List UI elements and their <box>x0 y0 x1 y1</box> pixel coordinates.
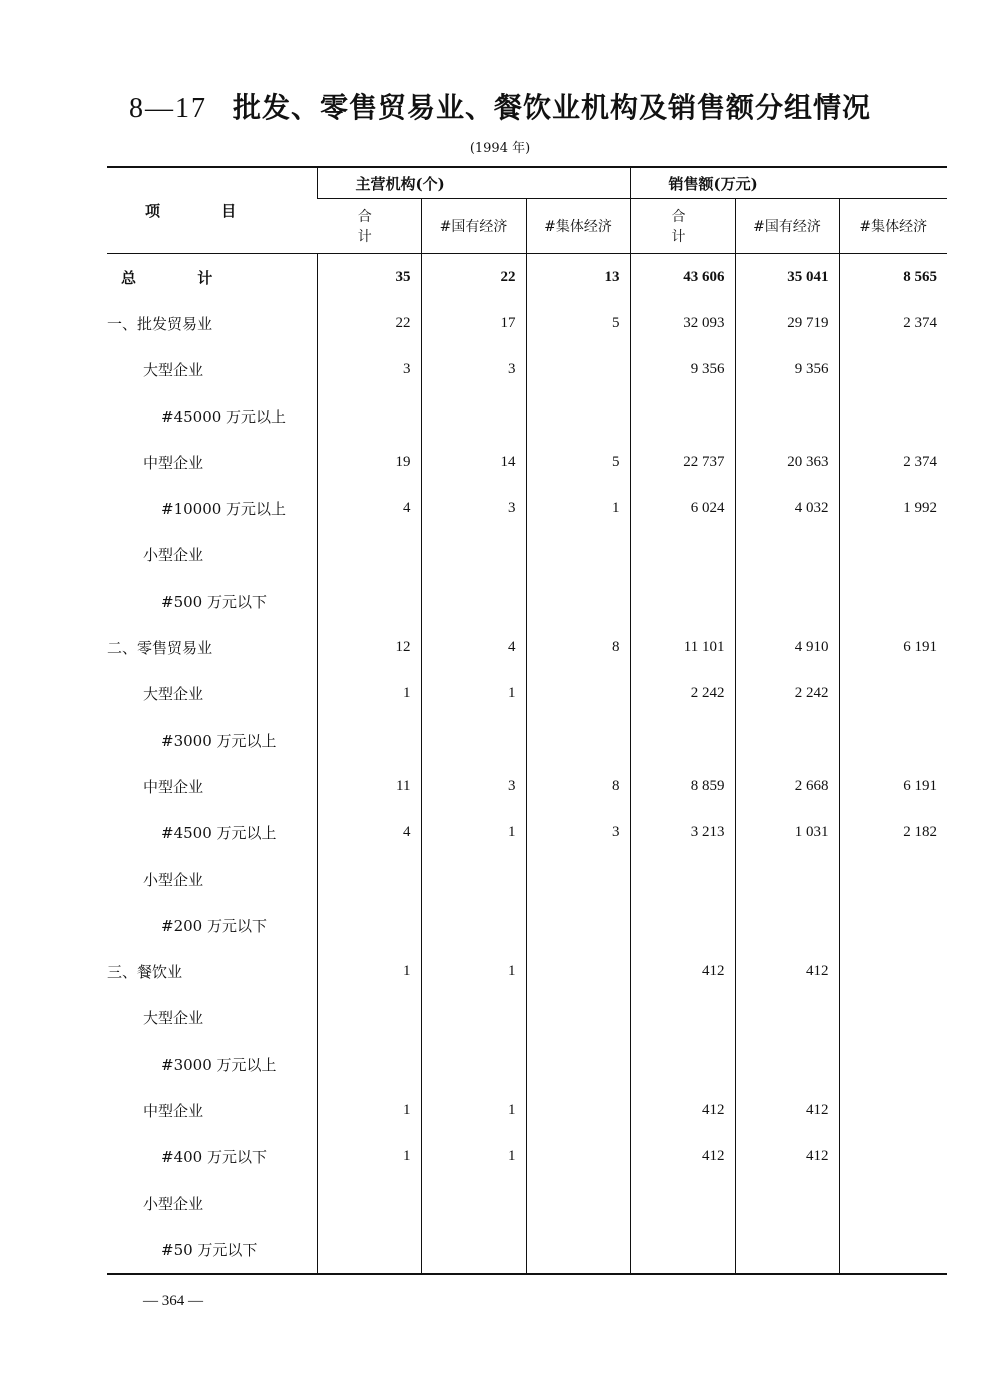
row-label: 中型企业 <box>143 453 204 472</box>
cell-sales-total <box>630 1226 735 1273</box>
table-row <box>107 763 947 809</box>
table-row <box>107 1226 947 1273</box>
cell-sales-state: 412 <box>735 948 839 994</box>
table-row <box>107 1087 947 1133</box>
cell-sales-state <box>735 578 839 624</box>
cell-inst-state: 1 <box>421 671 526 717</box>
table-row <box>107 948 947 994</box>
table-row <box>107 902 947 948</box>
header-item: 项 目 <box>107 167 317 254</box>
cell-sales-collective <box>839 393 947 439</box>
table-header <box>107 167 947 254</box>
header-inst-collective: #集体经济 <box>526 199 630 254</box>
table-row <box>107 1041 947 1087</box>
row-label: #500 万元以下 <box>161 592 267 611</box>
table-row <box>107 485 947 531</box>
cell-sales-state <box>735 393 839 439</box>
cell-sales-collective <box>839 1180 947 1226</box>
cell-sales-collective: 2 374 <box>839 300 947 346</box>
cell-inst-total <box>317 856 421 902</box>
cell-inst-total <box>317 532 421 578</box>
cell-inst-state: 17 <box>421 300 526 346</box>
cell-inst-collective: 13 <box>526 254 630 301</box>
row-label: #10000 万元以上 <box>161 500 287 519</box>
cell-inst-collective <box>526 902 630 948</box>
table-row <box>107 347 947 393</box>
cell-sales-total <box>630 717 735 763</box>
table-row <box>107 439 947 485</box>
cell-inst-collective <box>526 578 630 624</box>
page-title <box>0 86 1000 126</box>
cell-sales-state <box>735 1226 839 1273</box>
cell-inst-collective <box>526 393 630 439</box>
table-row <box>107 995 947 1041</box>
cell-inst-collective <box>526 532 630 578</box>
cell-sales-total <box>630 1041 735 1087</box>
page-number: — 364 — <box>143 1293 203 1309</box>
table-row <box>107 624 947 670</box>
cell-inst-collective: 5 <box>526 439 630 485</box>
row-label: 大型企业 <box>143 361 204 380</box>
cell-inst-total: 35 <box>317 254 421 301</box>
cell-sales-total <box>630 532 735 578</box>
cell-inst-collective <box>526 995 630 1041</box>
cell-inst-total: 11 <box>317 763 421 809</box>
row-label: 二、零售贸易业 <box>107 639 213 658</box>
cell-inst-state <box>421 1226 526 1273</box>
cell-sales-state: 20 363 <box>735 439 839 485</box>
cell-sales-collective <box>839 671 947 717</box>
cell-inst-state: 22 <box>421 254 526 301</box>
cell-inst-total: 19 <box>317 439 421 485</box>
cell-sales-total: 3 213 <box>630 810 735 856</box>
header-sales-state: #国有经济 <box>735 199 839 254</box>
cell-inst-total <box>317 902 421 948</box>
cell-sales-collective: 2 182 <box>839 810 947 856</box>
row-label: #3000 万元以上 <box>161 731 277 750</box>
cell-inst-collective: 8 <box>526 624 630 670</box>
cell-sales-collective <box>839 717 947 763</box>
cell-sales-total <box>630 578 735 624</box>
cell-sales-state: 4 032 <box>735 485 839 531</box>
table-row <box>107 1134 947 1180</box>
cell-inst-state <box>421 995 526 1041</box>
cell-inst-state <box>421 532 526 578</box>
row-label: #200 万元以下 <box>161 916 267 935</box>
row-label: #4500 万元以上 <box>161 824 277 843</box>
table-row <box>107 532 947 578</box>
cell-sales-state: 2 668 <box>735 763 839 809</box>
row-label: #50 万元以下 <box>161 1240 258 1259</box>
cell-sales-collective <box>839 1041 947 1087</box>
cell-sales-total: 412 <box>630 1087 735 1133</box>
cell-sales-state <box>735 717 839 763</box>
header-sales-collective: #集体经济 <box>839 199 947 254</box>
cell-inst-total <box>317 717 421 763</box>
cell-sales-collective <box>839 1226 947 1273</box>
cell-sales-total: 9 356 <box>630 347 735 393</box>
cell-inst-collective <box>526 1041 630 1087</box>
cell-inst-collective: 3 <box>526 810 630 856</box>
cell-sales-state <box>735 856 839 902</box>
cell-inst-state <box>421 393 526 439</box>
cell-inst-state: 14 <box>421 439 526 485</box>
row-label: 小型企业 <box>143 870 204 889</box>
cell-inst-collective <box>526 1226 630 1273</box>
cell-inst-collective <box>526 1134 630 1180</box>
cell-inst-state: 3 <box>421 485 526 531</box>
cell-sales-total: 6 024 <box>630 485 735 531</box>
cell-inst-collective <box>526 1180 630 1226</box>
cell-sales-state: 1 031 <box>735 810 839 856</box>
cell-sales-collective <box>839 532 947 578</box>
cell-sales-state <box>735 902 839 948</box>
cell-sales-state <box>735 532 839 578</box>
cell-inst-state <box>421 578 526 624</box>
row-label: #400 万元以下 <box>161 1148 267 1167</box>
cell-inst-collective <box>526 717 630 763</box>
cell-inst-state: 1 <box>421 1087 526 1133</box>
cell-sales-collective: 1 992 <box>839 485 947 531</box>
row-label: 小型企业 <box>143 1194 204 1213</box>
cell-sales-total <box>630 902 735 948</box>
cell-sales-collective <box>839 856 947 902</box>
table-row <box>107 578 947 624</box>
row-label: 中型企业 <box>143 777 204 796</box>
cell-inst-total <box>317 1226 421 1273</box>
cell-sales-state: 4 910 <box>735 624 839 670</box>
cell-sales-total <box>630 393 735 439</box>
cell-sales-collective <box>839 948 947 994</box>
cell-inst-collective: 5 <box>526 300 630 346</box>
cell-inst-total: 12 <box>317 624 421 670</box>
header-institutions: 主营机构(个) <box>317 167 630 199</box>
cell-inst-total: 1 <box>317 671 421 717</box>
cell-inst-state: 4 <box>421 624 526 670</box>
cell-sales-total: 22 737 <box>630 439 735 485</box>
table-row <box>107 393 947 439</box>
row-label: 小型企业 <box>143 546 204 565</box>
cell-inst-total: 1 <box>317 948 421 994</box>
cell-inst-state <box>421 902 526 948</box>
cell-sales-state <box>735 995 839 1041</box>
cell-sales-total <box>630 856 735 902</box>
cell-sales-total: 412 <box>630 1134 735 1180</box>
cell-sales-collective <box>839 902 947 948</box>
cell-inst-total: 1 <box>317 1134 421 1180</box>
cell-inst-state: 3 <box>421 347 526 393</box>
cell-inst-collective <box>526 856 630 902</box>
cell-inst-total <box>317 995 421 1041</box>
cell-sales-total: 11 101 <box>630 624 735 670</box>
cell-inst-state <box>421 1041 526 1087</box>
row-label: 中型企业 <box>143 1101 204 1120</box>
cell-sales-state <box>735 1180 839 1226</box>
cell-inst-collective: 8 <box>526 763 630 809</box>
cell-sales-state: 2 242 <box>735 671 839 717</box>
cell-sales-collective <box>839 347 947 393</box>
cell-sales-state: 35 041 <box>735 254 839 301</box>
cell-inst-total: 4 <box>317 810 421 856</box>
table-row <box>107 810 947 856</box>
row-label: 大型企业 <box>143 685 204 704</box>
cell-sales-collective <box>839 1087 947 1133</box>
row-label: #3000 万元以上 <box>161 1055 277 1074</box>
cell-inst-collective <box>526 948 630 994</box>
table-number: 8—17 <box>128 93 207 124</box>
cell-sales-state: 412 <box>735 1134 839 1180</box>
cell-sales-collective: 6 191 <box>839 624 947 670</box>
table-body <box>107 254 947 1274</box>
cell-sales-total: 2 242 <box>630 671 735 717</box>
cell-sales-collective: 8 565 <box>839 254 947 301</box>
table-row <box>107 671 947 717</box>
cell-inst-collective: 1 <box>526 485 630 531</box>
table-row <box>107 717 947 763</box>
cell-inst-total: 3 <box>317 347 421 393</box>
cell-sales-collective: 6 191 <box>839 763 947 809</box>
cell-inst-state <box>421 856 526 902</box>
statistics-table <box>107 166 947 1275</box>
row-label: 大型企业 <box>143 1009 204 1028</box>
header-inst-total: 合 计 <box>317 199 421 254</box>
cell-inst-state: 1 <box>421 948 526 994</box>
cell-inst-total <box>317 1041 421 1087</box>
cell-sales-state: 9 356 <box>735 347 839 393</box>
cell-sales-collective <box>839 1134 947 1180</box>
table-row <box>107 300 947 346</box>
cell-sales-state: 412 <box>735 1087 839 1133</box>
row-label: 一、批发贸易业 <box>107 314 213 333</box>
cell-sales-collective: 2 374 <box>839 439 947 485</box>
cell-sales-collective <box>839 995 947 1041</box>
cell-inst-total <box>317 578 421 624</box>
cell-inst-total: 22 <box>317 300 421 346</box>
header-sales-total: 合 计 <box>630 199 735 254</box>
cell-sales-total <box>630 995 735 1041</box>
cell-sales-total: 8 859 <box>630 763 735 809</box>
cell-inst-state <box>421 1180 526 1226</box>
cell-sales-total: 32 093 <box>630 300 735 346</box>
header-sales: 销售额(万元) <box>630 167 947 199</box>
cell-inst-state: 1 <box>421 1134 526 1180</box>
table-row <box>107 856 947 902</box>
cell-inst-total: 1 <box>317 1087 421 1133</box>
row-label: #45000 万元以上 <box>161 407 287 426</box>
cell-inst-state: 3 <box>421 763 526 809</box>
cell-inst-total <box>317 1180 421 1226</box>
cell-inst-collective <box>526 347 630 393</box>
table-row <box>107 1180 947 1226</box>
cell-inst-collective <box>526 671 630 717</box>
table-row <box>107 254 947 301</box>
cell-inst-total <box>317 393 421 439</box>
cell-sales-collective <box>839 578 947 624</box>
cell-inst-state <box>421 717 526 763</box>
cell-inst-total: 4 <box>317 485 421 531</box>
cell-sales-state <box>735 1041 839 1087</box>
cell-sales-state: 29 719 <box>735 300 839 346</box>
cell-inst-collective <box>526 1087 630 1133</box>
cell-sales-total <box>630 1180 735 1226</box>
row-label: 三、餐饮业 <box>107 963 183 982</box>
cell-sales-total: 412 <box>630 948 735 994</box>
table-subtitle: (1994 年) <box>469 141 531 156</box>
row-label: 总 计 <box>121 268 241 287</box>
header-inst-state: #国有经济 <box>421 199 526 254</box>
table-title: 批发、零售贸易业、餐饮业机构及销售额分组情况 <box>232 91 871 124</box>
cell-inst-state: 1 <box>421 810 526 856</box>
cell-sales-total: 43 606 <box>630 254 735 301</box>
